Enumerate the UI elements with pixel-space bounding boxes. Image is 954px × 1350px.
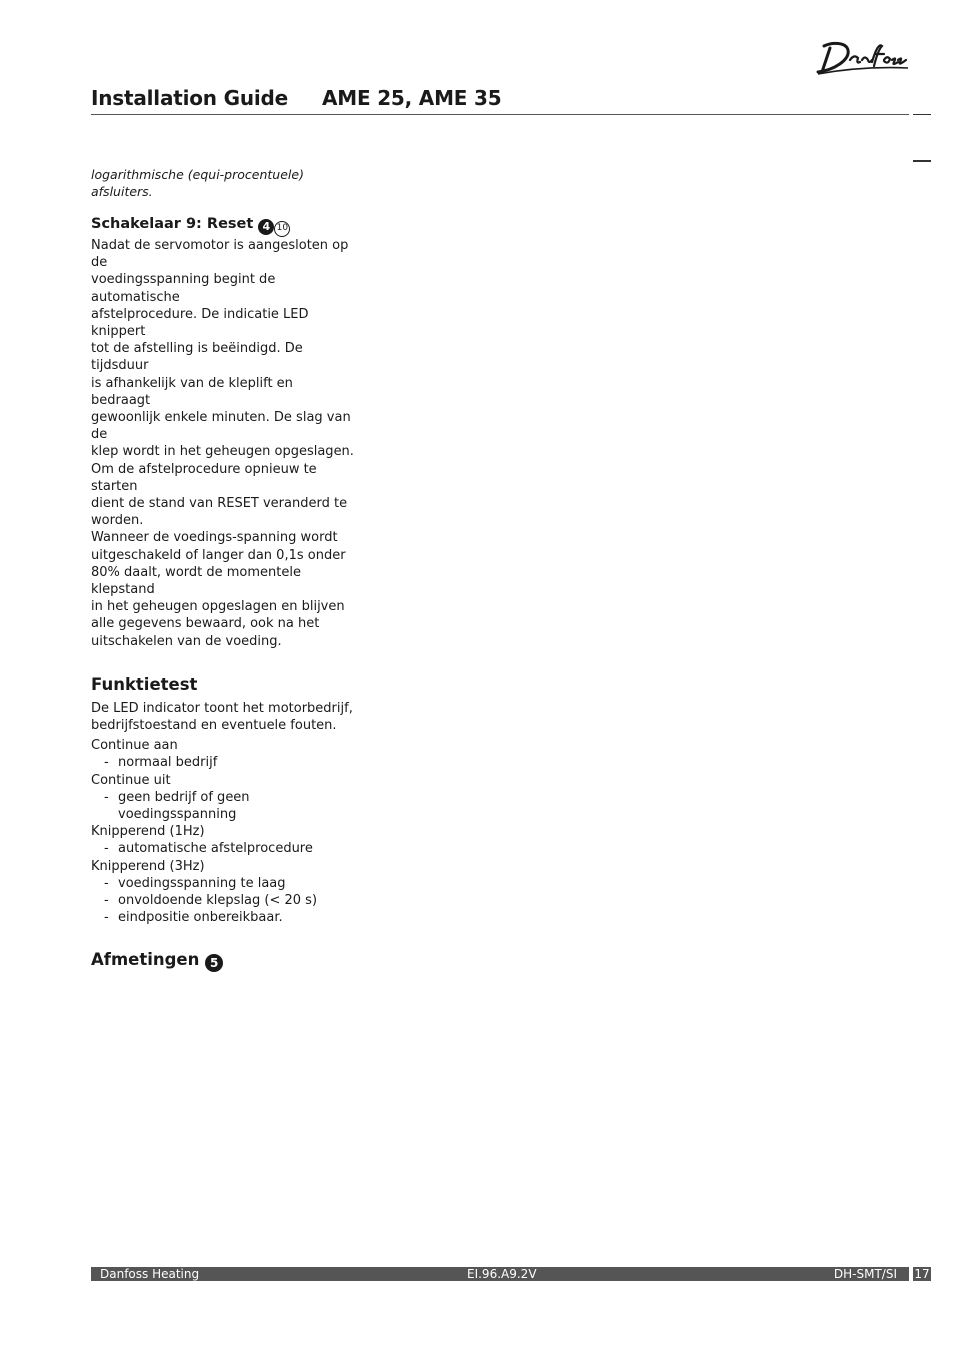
list-item-text: voedingsspanning te laag (118, 875, 286, 891)
list-item: Continue aan (91, 738, 178, 754)
text-line: dient de stand van RESET veranderd te (91, 495, 348, 511)
list-item-text: onvoldoende klepslag (< 20 s) (118, 893, 318, 909)
text-line: uitgeschakeld of langer dan 0,1s onder (91, 547, 346, 563)
intro-text: logarithmische (equi-procentuele) afsluiters. (91, 167, 304, 200)
page-footer (91, 1267, 909, 1281)
footer-dept: DH-SMT/SI (833, 1267, 897, 1281)
footer-company: Danfoss Heating (100, 1267, 200, 1281)
text-line: alle gegevens bewaard, ook na het (91, 616, 320, 632)
list-item (91, 909, 356, 926)
danfoss-logo (812, 38, 912, 78)
dash: - (104, 841, 109, 857)
text-line: gewoonlijk enkele minuten. De slag van de (91, 409, 351, 443)
figure-ref-icon: 10 (274, 221, 290, 237)
dash: - (104, 755, 109, 771)
text-line: bedrijfstoestand en eventuele fouten. (91, 717, 337, 733)
text-line: worden. (91, 513, 144, 529)
header-rule (91, 114, 909, 115)
text-line: De LED indicator toont het motorbedrijf, (91, 700, 353, 716)
text-column (91, 166, 356, 972)
list-item (91, 789, 356, 806)
list-item (91, 806, 356, 823)
list-item: Continue uit (91, 772, 171, 788)
guide-title: Installation Guide (91, 86, 288, 110)
product-name: AME 25, AME 35 (322, 86, 502, 110)
margin-tick (913, 114, 931, 115)
text-line: 80% daalt, wordt de momentele klepstand (91, 564, 301, 597)
list-item-text: voedingsspanning (118, 807, 237, 822)
list-item-text: automatische afstelprocedure (118, 841, 313, 857)
text-line: voedingsspanning begint de automatische (91, 272, 276, 305)
list-item (91, 840, 356, 857)
section-heading-afmetingen (91, 949, 356, 972)
dash: - (104, 789, 109, 805)
figure-ref-icon: 5 (205, 954, 223, 972)
text-line: in het geheugen opgeslagen en blijven (91, 599, 345, 615)
text-line: klep wordt in het geheugen opgeslagen. (91, 444, 354, 460)
text-line: uitschakelen van de voeding. (91, 633, 282, 649)
list-item-text: eindpositie onbereikbaar. (118, 910, 283, 926)
section-heading-label: Schakelaar 9: Reset (91, 216, 254, 233)
text-line: afstelprocedure. De indicatie LED knippert (91, 306, 309, 339)
section-heading-label: Afmetingen (91, 950, 200, 970)
dash: - (104, 875, 109, 891)
list-item: Knipperend (1Hz) (91, 824, 205, 840)
led-state-list (91, 737, 356, 926)
text-line: is afhankelijk van de kleplift en bedraagt (91, 375, 293, 408)
figure-ref-icon: 4 (258, 219, 274, 235)
list-item: Knipperend (3Hz) (91, 858, 205, 874)
reset-paragraph (91, 237, 356, 650)
text-line: Nadat de servomotor is aangesloten op de (91, 237, 349, 271)
text-line: Wanneer de voedings-spanning wordt (91, 530, 338, 546)
list-item (91, 892, 356, 909)
list-item-text: normaal bedrijf (118, 755, 218, 771)
list-item (91, 754, 356, 771)
text-line: tot de afstelling is beëindigd. De tijdsduur (91, 341, 303, 374)
section-heading-reset (91, 215, 356, 237)
footer-doc-code: EI.96.A9.2V (467, 1267, 537, 1281)
list-item (91, 875, 356, 892)
dash: - (104, 893, 109, 909)
text-line: Om de afstelprocedure opnieuw te starten (91, 461, 317, 494)
dash: - (104, 910, 109, 926)
page-header (91, 86, 909, 116)
margin-tick (913, 160, 931, 162)
section-heading-funktietest: Funktietest (91, 674, 198, 694)
page-number: 17 (914, 1267, 930, 1281)
list-item-text: geen bedrijf of geen (118, 789, 250, 805)
